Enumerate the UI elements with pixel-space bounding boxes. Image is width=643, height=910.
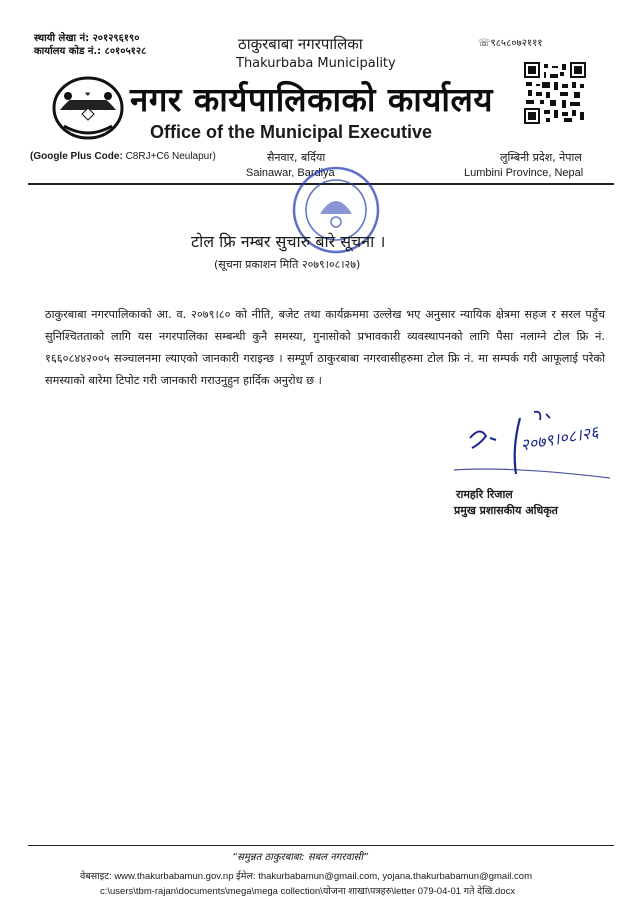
office-title-english: Office of the Municipal Executive: [150, 122, 433, 142]
footer-divider: [28, 845, 614, 846]
signatory-designation: प्रमुख प्रशासकीय अधिकृत: [454, 504, 558, 517]
signature-date: २०७९।०८।२६: [519, 422, 600, 455]
province-english: Lumbini Province, Nepal: [464, 167, 584, 179]
province-nepali: लुम्बिनी प्रदेश, नेपाल: [500, 151, 582, 164]
municipality-name-english: Thakurbaba Municipality: [236, 56, 396, 71]
footer-motto: “समुन्नत ठाकुरबाबा: सबल नगरवासी”: [232, 852, 369, 863]
footer-contact: वेबसाइट: www.thakurbabamun.gov.np ईमेल: thakurbabamun@gmail.com, yojana.thakurbabamun@gmail.com: [80, 871, 533, 882]
signatory-name: रामहरि रिजाल: [456, 488, 513, 501]
notice-title: टोल फ्रि नम्बर सुचारु बारे सूचना ।: [191, 232, 386, 251]
notice-body: ठाकुरबाबा नगरपालिकाको आ. व. २०७९।८० को नीति, बजेट तथा कार्यक्रममा उल्लेख भए अनुसार न्यायिक क्षेत्रमा सहज र सरल पहुँच सुनिश्चितताको लागि यस नगरपालिका सम्बन्धी कुनै समस्या, गुनासोको प्रभावकारी व्यवस्थापनको लागि पैसा नलाग्ने टोल फ्रि नं. १६६०८४४२००५ सञ्चालनमा ल्याएको जानकारी गराइन्छ । सम्पूर्ण ठाकुरबाबा नगरवासीहरुमा टोल फ्रि नं. मा सम्पर्क गरी आफूलाई परेको समस्याको बारेमा टिपोट गरी जानकारी गराउनुहुन हार्दिक अनुरोध छ ।: [45, 308, 605, 387]
plus-code-label: (Google Plus Code:: [30, 151, 123, 162]
office-title-nepali: नगर कार्यपालिकाको कार्यालय: [130, 80, 493, 119]
notice-published-date: (सूचना प्रकाशन मिति २०७९।०८।२७): [214, 258, 361, 271]
address-nepali: सैनवार, बर्दिया: [267, 151, 326, 164]
phone-number: ☏९८५८०७२१११: [478, 38, 543, 49]
nepal-emblem-icon: [48, 70, 128, 142]
google-plus-code: [30, 151, 216, 162]
office-code-number: कार्यालय कोड नं.: ८०१०५१२८: [34, 46, 147, 57]
address-english: Sainawar, Bardiya: [246, 167, 335, 179]
footer-file-path: c:\users\tbm-rajan\documents\mega\mega collection\योजना शाखा\पत्रहरु\letter 079-04-01 गते देखि.docx: [100, 886, 516, 897]
plus-code-value: C8RJ+C6 Neulapur): [125, 151, 216, 162]
permanent-account-number: स्थायी लेखा नं: २०१२९६१९०: [34, 33, 140, 44]
qr-code-icon: [524, 62, 586, 124]
municipality-name-nepali: ठाकुरबाबा नगरपालिका: [238, 35, 363, 53]
